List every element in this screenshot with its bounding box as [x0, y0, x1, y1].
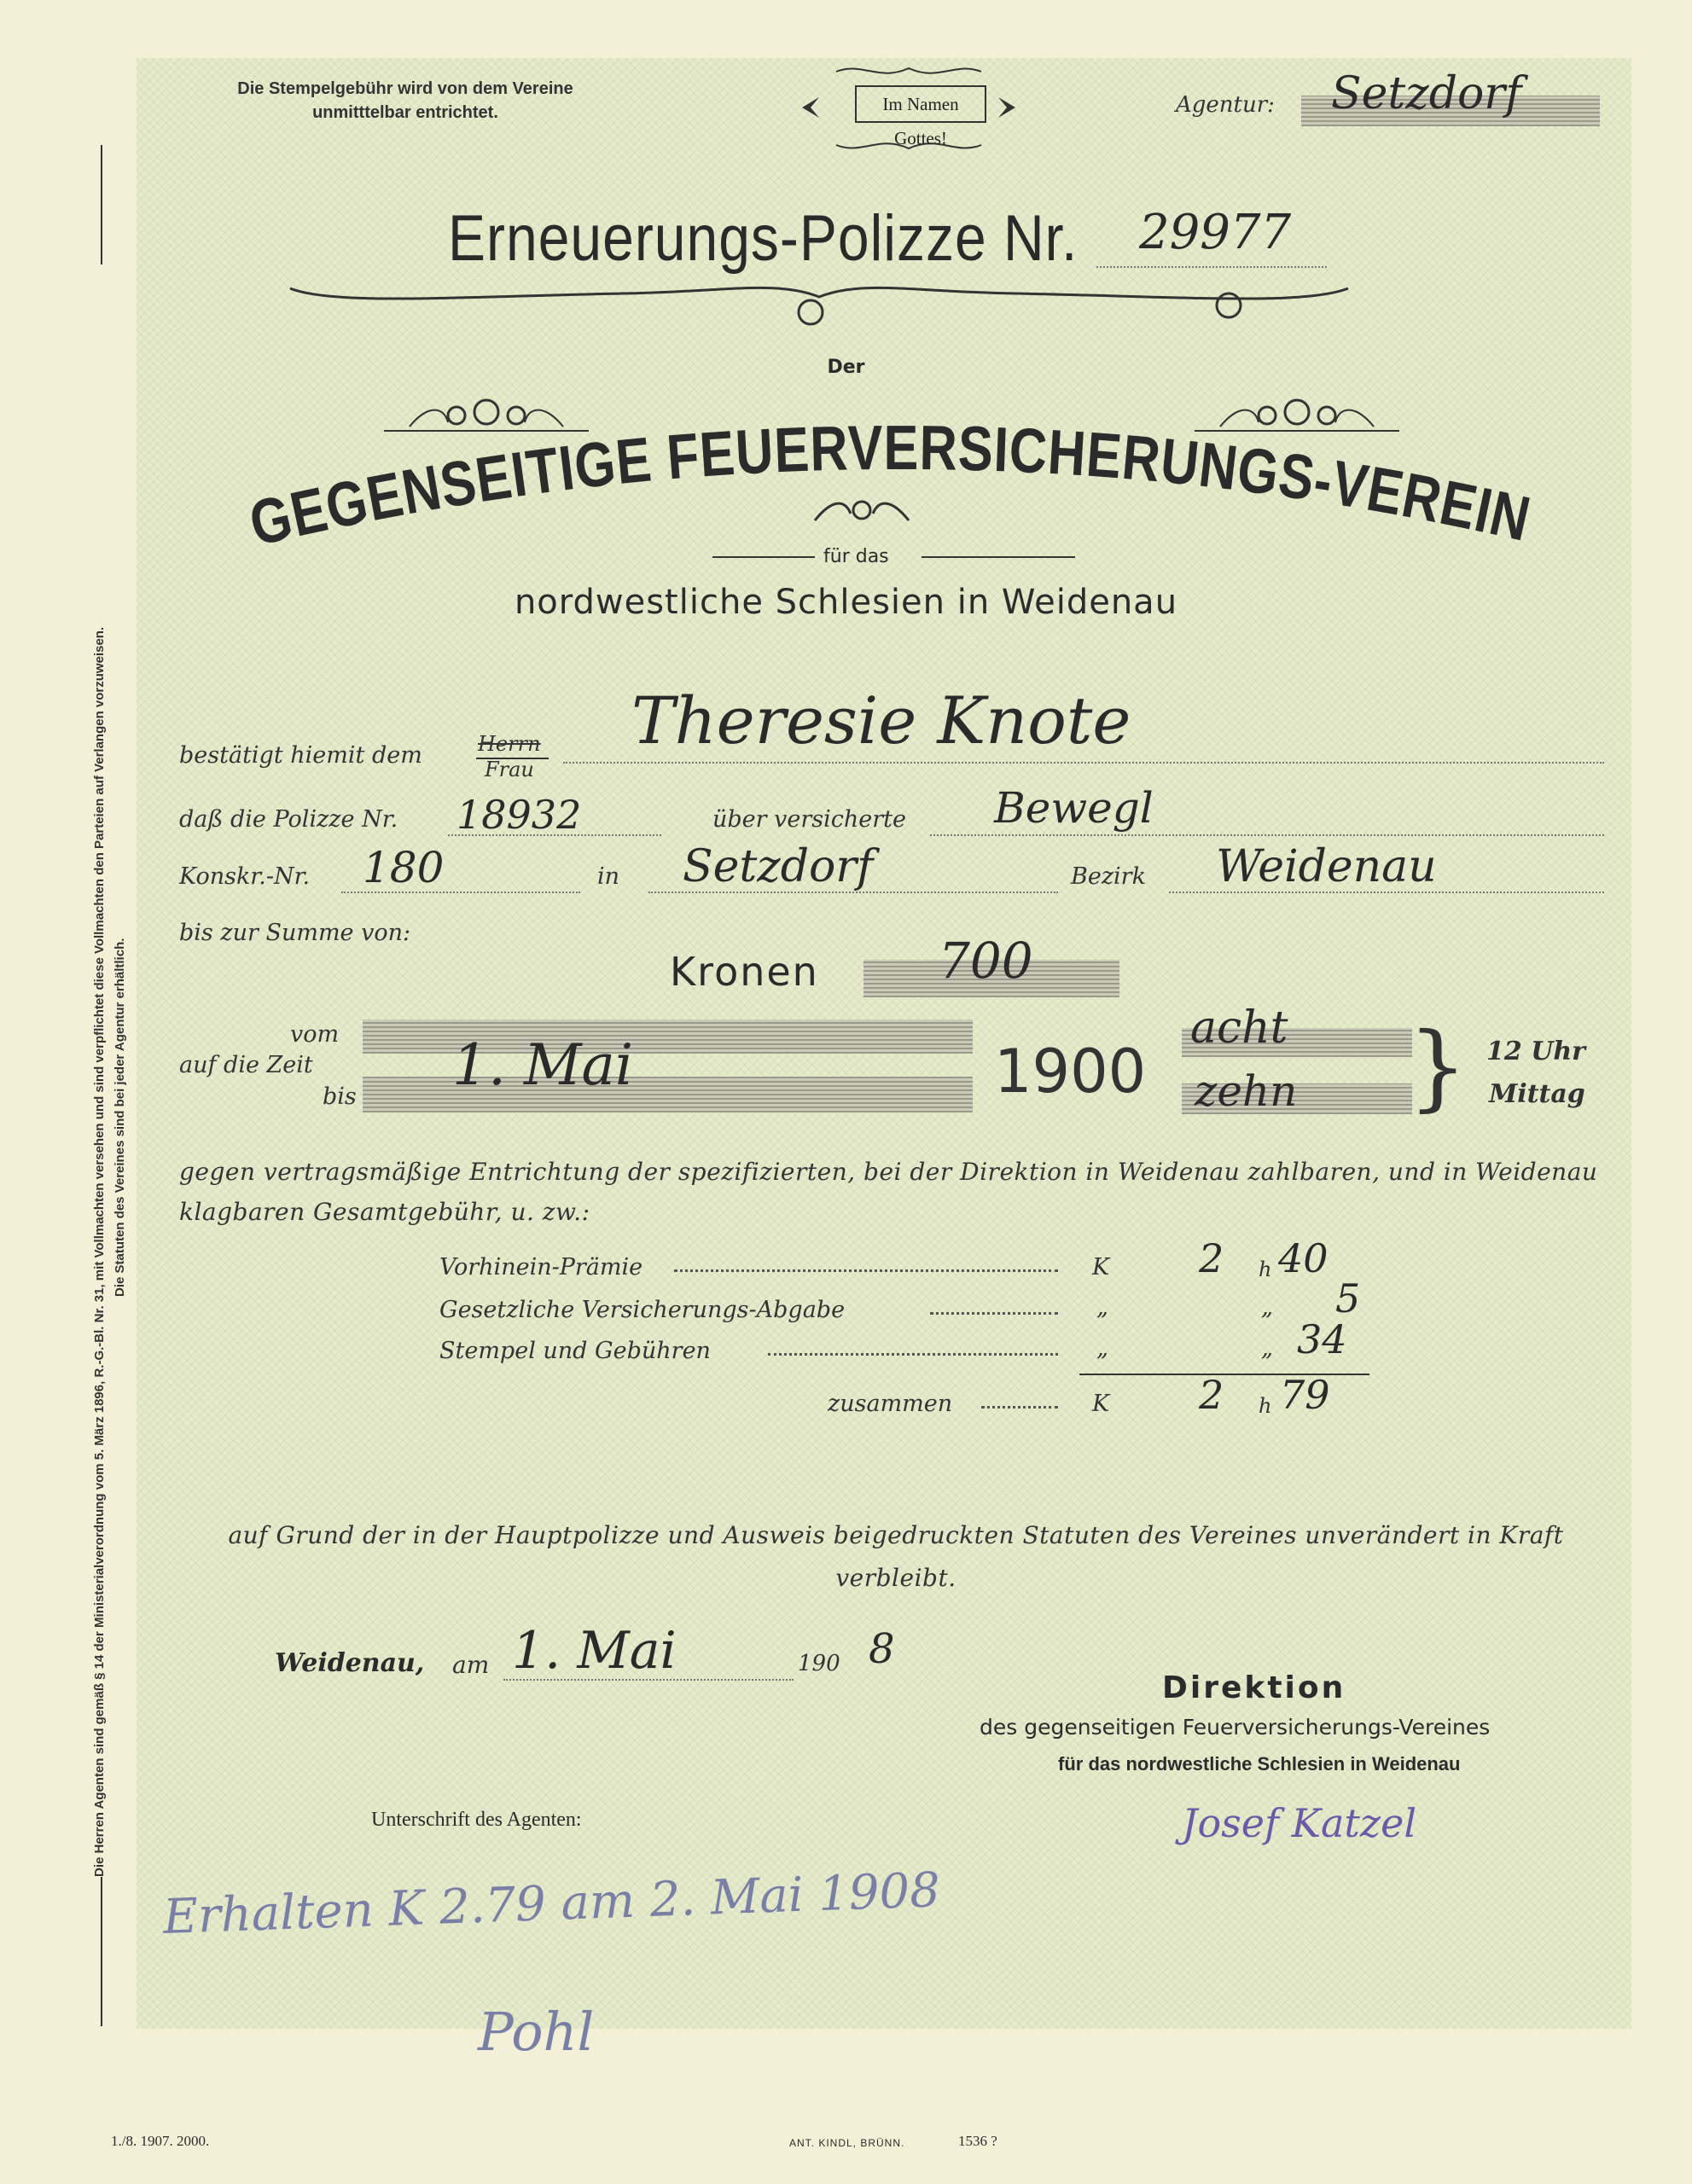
polizze-label: daß die Polizze Nr.	[179, 806, 398, 833]
fee-curr-0: K	[1092, 1254, 1110, 1281]
receipt-signature[interactable]: Pohl	[478, 2001, 595, 2063]
policy-title: Erneuerungs-Polizze Nr.	[448, 201, 1079, 275]
fuer-das-rule-right	[922, 556, 1075, 558]
year-print: 190	[798, 1651, 840, 1676]
direktion-signature[interactable]: Josef Katzel	[1182, 1800, 1417, 1846]
total-h[interactable]: 79	[1280, 1372, 1330, 1418]
total-curr: K	[1092, 1391, 1110, 1417]
year-prefix: 1900	[994, 1037, 1147, 1107]
policy-number-line	[1096, 266, 1327, 268]
bezirk-label: Bezirk	[1071, 863, 1146, 890]
fee-h-0[interactable]: 40	[1278, 1235, 1329, 1281]
year-brace: }	[1408, 1012, 1468, 1121]
place: Weidenau,	[275, 1648, 425, 1678]
center-ornament	[806, 495, 917, 529]
total-hsym: h	[1259, 1394, 1272, 1418]
holder-name-line	[563, 762, 1604, 764]
konskr-line	[341, 892, 580, 893]
total-dots	[981, 1406, 1058, 1409]
fee-dots-2	[768, 1353, 1058, 1356]
kronen-label: Kronen	[670, 949, 819, 995]
fuer-das-rule-left	[712, 556, 815, 558]
frau-label: Frau	[485, 758, 534, 781]
fee-hsym-2: „	[1261, 1335, 1273, 1362]
auf-zeit-label: auf die Zeit	[179, 1052, 313, 1078]
fee-h-2[interactable]: 34	[1297, 1316, 1347, 1362]
side-rule-top	[101, 145, 102, 264]
herrn-struck: Herrn	[478, 732, 541, 756]
fee-label-1: Gesetzliche Versicherungs-Abgabe	[439, 1297, 846, 1323]
date-from[interactable]: 1. Mai	[452, 1032, 633, 1098]
vom-label: vom	[290, 1021, 340, 1048]
fee-dots-1	[930, 1312, 1058, 1315]
direktion-line1: des gegenseitigen Feuerversicherungs-Vereines	[980, 1715, 1491, 1740]
fee-k-0[interactable]: 2	[1199, 1235, 1224, 1281]
closing-text: auf Grund der in der Hauptpolizze und Ausweis beigedruckten Statuten des Vereines unverändert in Kraft verbleibt.	[228, 1521, 1564, 1592]
company-name-arc	[239, 410, 1561, 563]
bis-label: bis	[323, 1083, 357, 1110]
direktion-title: Direktion	[1162, 1670, 1346, 1705]
stamp-notice	[183, 77, 627, 125]
time-top: 12 Uhr	[1486, 1037, 1585, 1066]
kronen-value[interactable]: 700	[939, 932, 1033, 990]
side-rule-bottom	[101, 1877, 102, 2026]
fee-hsym-0: h	[1259, 1258, 1272, 1281]
agentur-label: Agentur:	[1176, 92, 1275, 118]
fee-curr-1: „	[1096, 1294, 1108, 1321]
total-k[interactable]: 2	[1199, 1372, 1224, 1418]
in-value[interactable]: Setzdorf	[683, 841, 874, 892]
ueber-label: über versicherte	[712, 806, 906, 833]
year-from[interactable]: acht	[1190, 1002, 1288, 1054]
konskr-value[interactable]: 180	[363, 843, 445, 892]
konskr-label: Konskr.-Nr.	[179, 863, 311, 890]
polizze-number[interactable]: 18932	[456, 792, 582, 838]
stamp-notice-line2: unmitttelbar entrichtet.	[312, 103, 498, 122]
company-article: Der	[827, 357, 865, 378]
place-am: am	[452, 1651, 490, 1679]
company-region: nordwestliche Schlesien in Weidenau	[514, 583, 1178, 622]
agent-signature-label: Unterschrift des Agenten:	[371, 1809, 582, 1831]
time-bottom: Mittag	[1489, 1079, 1585, 1109]
ueber-line	[930, 834, 1604, 836]
year-hand[interactable]: 8	[869, 1625, 895, 1673]
ueber-value[interactable]: Bewegl	[994, 783, 1154, 833]
stamp-notice-line1: Die Stempelgebühr wird von dem Vereine	[237, 79, 573, 98]
conditions-text: gegen vertragsmäßige Entrichtung der spezifizierten, bei der Direktion in Weidenau zahlbaren, und in Weidenau klagbaren Gesamtgebühr, u. zw.:	[179, 1158, 1598, 1226]
total-label: zusammen	[828, 1391, 953, 1417]
bezirk-line	[1169, 892, 1604, 893]
side-note-agents: Die Herren Agenten sind gemäß § 14 der Ministerialverordnung vom 5. März 1896, R.-G.-Bl. Nr. 31, mit Vollmachten versehen und sind verpflichtet diese Vollmachten den Parteien auf Verlangen vorzuweisen.	[92, 626, 107, 1877]
place-date[interactable]: 1. Mai	[512, 1621, 677, 1681]
bezirk-value[interactable]: Weidenau	[1216, 841, 1437, 892]
fee-dots-0	[674, 1269, 1058, 1272]
receipt-note[interactable]: Erhalten K 2.79 am 2. Mai 1908	[162, 1862, 941, 1945]
fee-h-1[interactable]: 5	[1335, 1275, 1361, 1321]
place-date-line	[503, 1679, 794, 1681]
summe-label: bis zur Summe von:	[179, 920, 411, 946]
in-line	[648, 892, 1058, 893]
direktion-line2: für das nordwestliche Schlesien in Weidenau	[1058, 1753, 1461, 1774]
policy-number[interactable]: 29977	[1139, 205, 1292, 260]
footer-center: ANT. KINDL, BRÜNN.	[789, 2137, 905, 2149]
fee-hsym-1: „	[1261, 1294, 1273, 1321]
fee-label-2: Stempel und Gebühren	[439, 1338, 711, 1364]
svg-text:GEGENSEITIGE FEUERVERSICHERUNG	[242, 411, 1545, 560]
company-name: GEGENSEITIGE FEUERVERSICHERUNGS-VEREIN	[242, 411, 1545, 560]
side-note-statutes: Die Statuten des Vereines sind bei jeder Agentur erhältlich.	[113, 938, 127, 1297]
motto-box: Im Namen Gottes!	[855, 85, 986, 123]
in-label: in	[597, 863, 620, 890]
holder-name[interactable]: Theresie Knote	[631, 682, 1131, 758]
footer-left: 1./8. 1907. 2000.	[111, 2133, 210, 2149]
bestaetigt-label: bestätigt hiemit dem	[179, 742, 422, 769]
fee-label-0: Vorhinein-Prämie	[439, 1254, 643, 1281]
polizze-line	[448, 834, 661, 836]
company-fuer-das: für das	[823, 546, 889, 567]
year-to[interactable]: zehn	[1195, 1066, 1298, 1116]
title-flourish	[282, 271, 1357, 333]
agentur-value[interactable]: Setzdorf	[1331, 68, 1522, 119]
fee-curr-2: „	[1096, 1335, 1108, 1362]
footer-number: 1536 ?	[958, 2133, 997, 2149]
